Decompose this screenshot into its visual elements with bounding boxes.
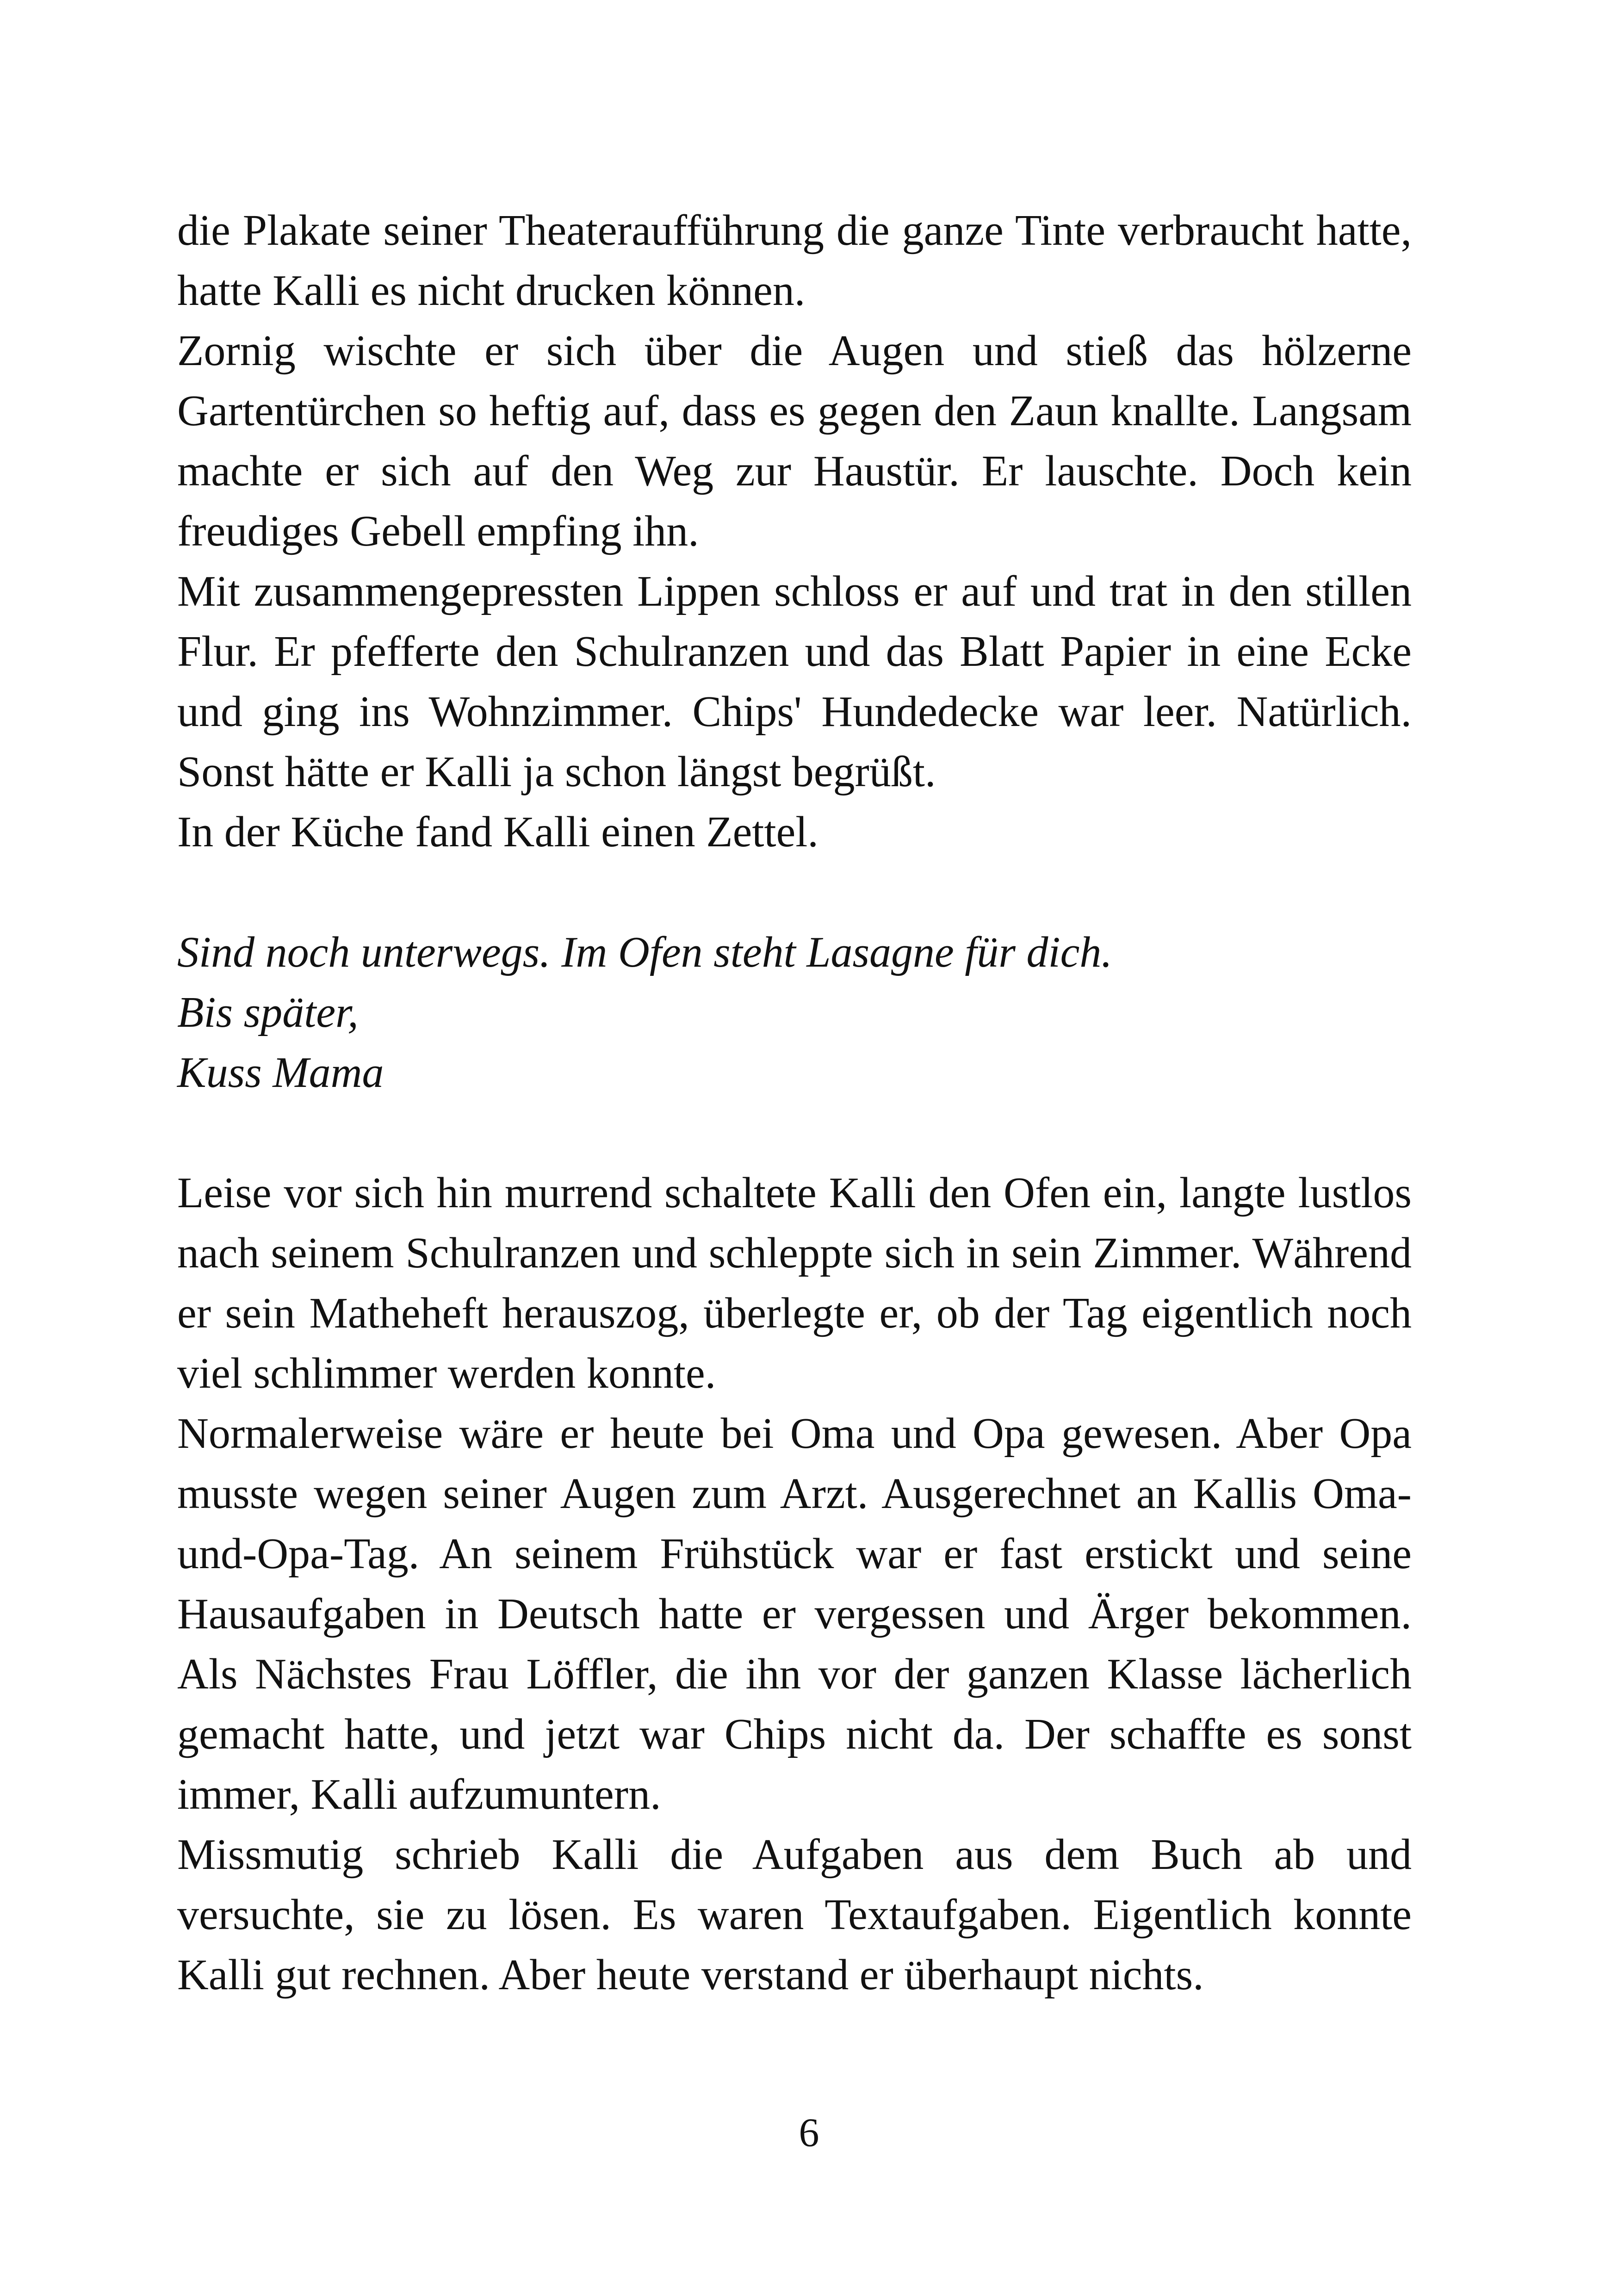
note-line: Bis später,	[177, 988, 359, 1036]
note-signature: Kuss Mama	[177, 1049, 384, 1097]
page-number: 6	[799, 2110, 819, 2155]
paragraph: Missmutig schrieb Kalli die Aufgaben aus dem Buch ab und versuchte, sie zu lösen. Es waren Textaufgaben. Eigentlich konnte Kalli gut rechnen. Aber heute verstand er überhaupt nichts.	[177, 1831, 1412, 1999]
paragraph-gap	[177, 1103, 1412, 1163]
note-line: Sind noch unterwegs. Im Ofen steht Lasagne für dich.	[177, 928, 1112, 976]
paragraph-gap	[177, 862, 1412, 922]
body-text	[177, 200, 1412, 2005]
paragraph: Zornig wischte er sich über die Augen und stieß das hölzerne Gartentürchen so heftig auf, dass es gegen den Zaun knallte. Langsam machte er sich auf den Weg zur Haustür. Er lauschte. Doch kein freudiges Gebell empfing ihn.	[177, 327, 1412, 555]
paragraph: Normalerweise wäre er heute bei Oma und Opa gewesen. Aber Opa musste wegen seiner Augen zum Arzt. Ausgerechnet an Kallis Oma-und-Opa-Tag. An seinem Frühstück war er fast erstickt und seine Hausaufgaben in Deutsch hatte er vergessen und Ärger bekommen. Als Nächstes Frau Löffler, die ihn vor der ganzen Klasse lächerlich gemacht hatte, und jetzt war Chips nicht da. Der schaffte es sonst immer, Kalli aufzumuntern.	[177, 1409, 1412, 1818]
note-from-mama	[177, 922, 1412, 1103]
paragraph: Leise vor sich hin murrend schaltete Kalli den Ofen ein, langte lustlos nach seinem Schulranzen und schleppte sich in sein Zimmer. Während er sein Matheheft herauszog, überlegte er, ob der Tag eigentlich noch viel schlimmer werden konnte.	[177, 1169, 1412, 1397]
paragraph: die Plakate seiner Theateraufführung die ganze Tinte verbraucht hatte, hatte Kalli es nicht drucken können.	[177, 206, 1412, 315]
paragraph: In der Küche fand Kalli einen Zettel.	[177, 808, 818, 856]
paragraph: Mit zusammengepressten Lippen schloss er auf und trat in den stillen Flur. Er pfefferte den Schulranzen und das Blatt Papier in eine Ecke und ging ins Wohnzimmer. Chips' Hundedecke war leer. Natürlich. Sonst hätte er Kalli ja schon längst begrüßt.	[177, 567, 1412, 796]
